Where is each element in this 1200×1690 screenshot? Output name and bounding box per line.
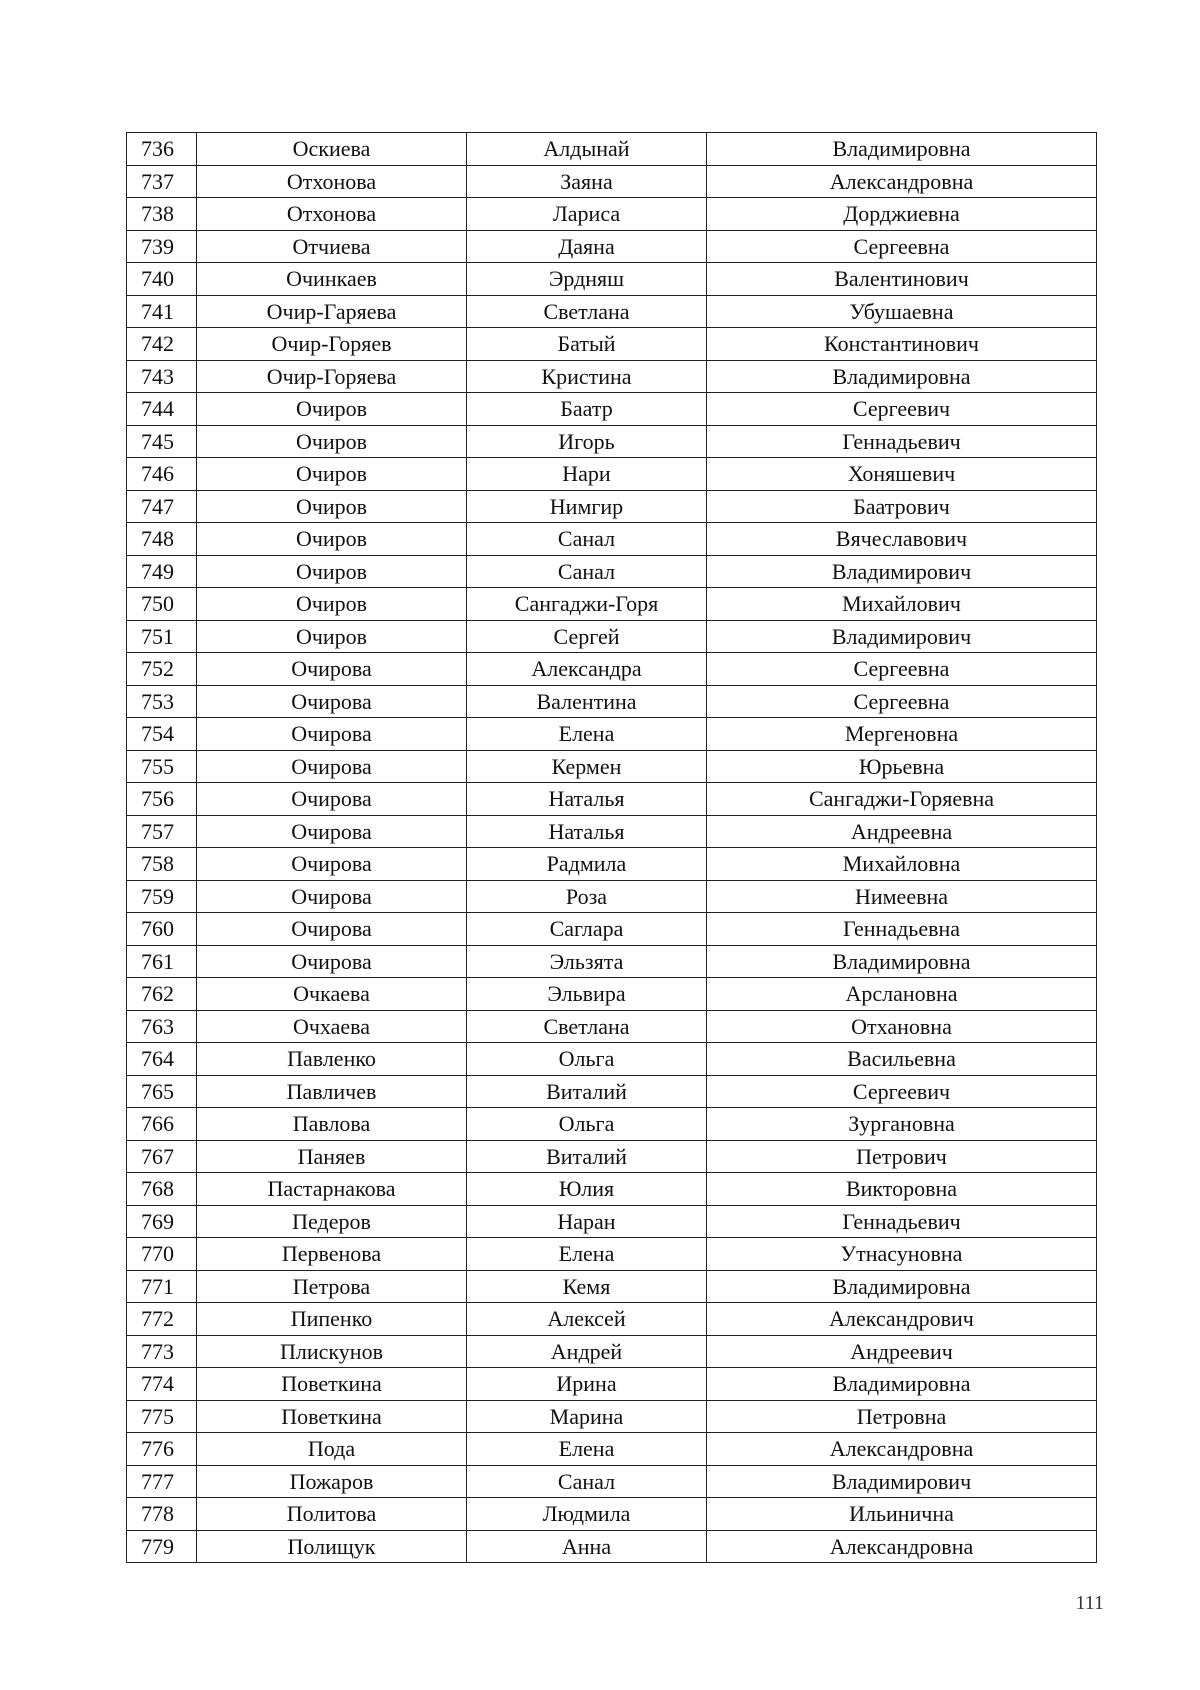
row-number: 739 — [127, 230, 197, 263]
row-number: 756 — [127, 783, 197, 816]
table-row — [127, 750, 1097, 783]
patronymic-cell: Викторовна — [707, 1173, 1097, 1206]
table-row — [127, 393, 1097, 426]
row-number: 751 — [127, 620, 197, 653]
table-row — [127, 458, 1097, 491]
row-number: 747 — [127, 490, 197, 523]
first-name-cell: Нари — [467, 458, 707, 491]
row-number: 772 — [127, 1303, 197, 1336]
patronymic-cell: Александровна — [707, 165, 1097, 198]
last-name-cell: Очирова — [197, 750, 467, 783]
patronymic-cell: Сергеевна — [707, 653, 1097, 686]
last-name-cell: Поветкина — [197, 1400, 467, 1433]
last-name-cell: Очиров — [197, 490, 467, 523]
row-number: 764 — [127, 1043, 197, 1076]
first-name-cell: Сергей — [467, 620, 707, 653]
row-number: 738 — [127, 198, 197, 231]
patronymic-cell: Владимировна — [707, 1270, 1097, 1303]
first-name-cell: Даяна — [467, 230, 707, 263]
patronymic-cell: Отхановна — [707, 1010, 1097, 1043]
last-name-cell: Пода — [197, 1433, 467, 1466]
row-number: 755 — [127, 750, 197, 783]
first-name-cell: Виталий — [467, 1140, 707, 1173]
table-row — [127, 1140, 1097, 1173]
first-name-cell: Кемя — [467, 1270, 707, 1303]
row-number: 760 — [127, 913, 197, 946]
row-number: 776 — [127, 1433, 197, 1466]
patronymic-cell: Александрович — [707, 1303, 1097, 1336]
patronymic-cell: Баатрович — [707, 490, 1097, 523]
last-name-cell: Очир-Горяева — [197, 360, 467, 393]
table-row — [127, 1010, 1097, 1043]
table-row — [127, 263, 1097, 296]
last-name-cell: Пожаров — [197, 1465, 467, 1498]
patronymic-cell: Александровна — [707, 1530, 1097, 1563]
last-name-cell: Очкаева — [197, 978, 467, 1011]
row-number: 761 — [127, 945, 197, 978]
first-name-cell: Александра — [467, 653, 707, 686]
row-number: 773 — [127, 1335, 197, 1368]
row-number: 770 — [127, 1238, 197, 1271]
first-name-cell: Светлана — [467, 1010, 707, 1043]
last-name-cell: Оскиева — [197, 133, 467, 166]
patronymic-cell: Владимировна — [707, 133, 1097, 166]
last-name-cell: Очир-Горяев — [197, 328, 467, 361]
table-row — [127, 1368, 1097, 1401]
first-name-cell: Людмила — [467, 1498, 707, 1531]
first-name-cell: Анна — [467, 1530, 707, 1563]
row-number: 762 — [127, 978, 197, 1011]
row-number: 736 — [127, 133, 197, 166]
first-name-cell: Эльзята — [467, 945, 707, 978]
first-name-cell: Елена — [467, 718, 707, 751]
first-name-cell: Светлана — [467, 295, 707, 328]
first-name-cell: Баатр — [467, 393, 707, 426]
patronymic-cell: Геннадьевич — [707, 1205, 1097, 1238]
row-number: 744 — [127, 393, 197, 426]
patronymic-cell: Дорджиевна — [707, 198, 1097, 231]
first-name-cell: Наталья — [467, 815, 707, 848]
row-number: 771 — [127, 1270, 197, 1303]
last-name-cell: Педеров — [197, 1205, 467, 1238]
row-number: 767 — [127, 1140, 197, 1173]
last-name-cell: Плискунов — [197, 1335, 467, 1368]
patronymic-cell: Сергеевна — [707, 230, 1097, 263]
row-number: 774 — [127, 1368, 197, 1401]
patronymic-cell: Владимировна — [707, 945, 1097, 978]
patronymic-cell: Владимировна — [707, 360, 1097, 393]
row-number: 778 — [127, 1498, 197, 1531]
patronymic-cell: Михайлович — [707, 588, 1097, 621]
patronymic-cell: Убушаевна — [707, 295, 1097, 328]
row-number: 754 — [127, 718, 197, 751]
table-row — [127, 718, 1097, 751]
patronymic-cell: Васильевна — [707, 1043, 1097, 1076]
first-name-cell: Валентина — [467, 685, 707, 718]
table-row — [127, 523, 1097, 556]
row-number: 749 — [127, 555, 197, 588]
last-name-cell: Очир-Гаряева — [197, 295, 467, 328]
names-table — [126, 132, 1097, 1563]
page-number: 111 — [1075, 1592, 1104, 1614]
table-row — [127, 133, 1097, 166]
patronymic-cell: Сергеевич — [707, 1075, 1097, 1108]
row-number: 758 — [127, 848, 197, 881]
table-row — [127, 685, 1097, 718]
patronymic-cell: Михайловна — [707, 848, 1097, 881]
table-row — [127, 165, 1097, 198]
table-row — [127, 1530, 1097, 1563]
last-name-cell: Пипенко — [197, 1303, 467, 1336]
first-name-cell: Батый — [467, 328, 707, 361]
patronymic-cell: Мергеновна — [707, 718, 1097, 751]
first-name-cell: Лариса — [467, 198, 707, 231]
last-name-cell: Очиров — [197, 393, 467, 426]
table-row — [127, 1433, 1097, 1466]
patronymic-cell: Геннадьевич — [707, 425, 1097, 458]
patronymic-cell: Сергеевна — [707, 685, 1097, 718]
last-name-cell: Очирова — [197, 945, 467, 978]
first-name-cell: Нимгир — [467, 490, 707, 523]
patronymic-cell: Владимирович — [707, 555, 1097, 588]
first-name-cell: Игорь — [467, 425, 707, 458]
first-name-cell: Сангаджи-Горя — [467, 588, 707, 621]
table-row — [127, 1173, 1097, 1206]
last-name-cell: Политова — [197, 1498, 467, 1531]
patronymic-cell: Утнасуновна — [707, 1238, 1097, 1271]
table-row — [127, 620, 1097, 653]
patronymic-cell: Хоняшевич — [707, 458, 1097, 491]
table-row — [127, 328, 1097, 361]
table-row — [127, 1205, 1097, 1238]
table-row — [127, 880, 1097, 913]
first-name-cell: Ольга — [467, 1108, 707, 1141]
row-number: 748 — [127, 523, 197, 556]
patronymic-cell: Петрович — [707, 1140, 1097, 1173]
table-row — [127, 1270, 1097, 1303]
row-number: 759 — [127, 880, 197, 913]
last-name-cell: Очиров — [197, 620, 467, 653]
table-row — [127, 848, 1097, 881]
row-number: 765 — [127, 1075, 197, 1108]
last-name-cell: Пастарнакова — [197, 1173, 467, 1206]
names-table-body — [127, 133, 1097, 1563]
last-name-cell: Очирова — [197, 880, 467, 913]
row-number: 779 — [127, 1530, 197, 1563]
last-name-cell: Очирова — [197, 685, 467, 718]
patronymic-cell: Сергеевич — [707, 393, 1097, 426]
last-name-cell: Очхаева — [197, 1010, 467, 1043]
last-name-cell: Очиров — [197, 425, 467, 458]
first-name-cell: Елена — [467, 1238, 707, 1271]
first-name-cell: Наран — [467, 1205, 707, 1238]
patronymic-cell: Андреевич — [707, 1335, 1097, 1368]
row-number: 775 — [127, 1400, 197, 1433]
row-number: 745 — [127, 425, 197, 458]
last-name-cell: Очирова — [197, 913, 467, 946]
last-name-cell: Очиров — [197, 588, 467, 621]
last-name-cell: Очиров — [197, 555, 467, 588]
patronymic-cell: Андреевна — [707, 815, 1097, 848]
table-row — [127, 198, 1097, 231]
last-name-cell: Очирова — [197, 653, 467, 686]
row-number: 753 — [127, 685, 197, 718]
first-name-cell: Виталий — [467, 1075, 707, 1108]
patronymic-cell: Валентинович — [707, 263, 1097, 296]
patronymic-cell: Геннадьевна — [707, 913, 1097, 946]
first-name-cell: Андрей — [467, 1335, 707, 1368]
table-row — [127, 360, 1097, 393]
table-row — [127, 1498, 1097, 1531]
last-name-cell: Очиров — [197, 458, 467, 491]
first-name-cell: Наталья — [467, 783, 707, 816]
patronymic-cell: Владимирович — [707, 620, 1097, 653]
table-row — [127, 815, 1097, 848]
last-name-cell: Очирова — [197, 848, 467, 881]
first-name-cell: Санал — [467, 1465, 707, 1498]
row-number: 737 — [127, 165, 197, 198]
last-name-cell: Павличев — [197, 1075, 467, 1108]
last-name-cell: Очинкаев — [197, 263, 467, 296]
table-row — [127, 230, 1097, 263]
last-name-cell: Павлова — [197, 1108, 467, 1141]
table-row — [127, 295, 1097, 328]
first-name-cell: Радмила — [467, 848, 707, 881]
patronymic-cell: Сангаджи-Горяевна — [707, 783, 1097, 816]
first-name-cell: Ирина — [467, 1368, 707, 1401]
patronymic-cell: Вячеславович — [707, 523, 1097, 556]
last-name-cell: Поветкина — [197, 1368, 467, 1401]
row-number: 766 — [127, 1108, 197, 1141]
patronymic-cell: Александровна — [707, 1433, 1097, 1466]
row-number: 743 — [127, 360, 197, 393]
last-name-cell: Отчиева — [197, 230, 467, 263]
first-name-cell: Санал — [467, 555, 707, 588]
table-row — [127, 945, 1097, 978]
last-name-cell: Павленко — [197, 1043, 467, 1076]
row-number: 757 — [127, 815, 197, 848]
last-name-cell: Первенова — [197, 1238, 467, 1271]
last-name-cell: Очирова — [197, 718, 467, 751]
table-row — [127, 1465, 1097, 1498]
first-name-cell: Кермен — [467, 750, 707, 783]
first-name-cell: Алдынай — [467, 133, 707, 166]
row-number: 777 — [127, 1465, 197, 1498]
first-name-cell: Алексей — [467, 1303, 707, 1336]
last-name-cell: Полищук — [197, 1530, 467, 1563]
row-number: 741 — [127, 295, 197, 328]
first-name-cell: Эрдняш — [467, 263, 707, 296]
row-number: 752 — [127, 653, 197, 686]
patronymic-cell: Зургановна — [707, 1108, 1097, 1141]
patronymic-cell: Арслановна — [707, 978, 1097, 1011]
first-name-cell: Юлия — [467, 1173, 707, 1206]
first-name-cell: Марина — [467, 1400, 707, 1433]
table-row — [127, 490, 1097, 523]
table-row — [127, 1400, 1097, 1433]
first-name-cell: Кристина — [467, 360, 707, 393]
row-number: 768 — [127, 1173, 197, 1206]
table-row — [127, 555, 1097, 588]
table-row — [127, 1075, 1097, 1108]
table-row — [127, 913, 1097, 946]
table-row — [127, 653, 1097, 686]
table-row — [127, 1043, 1097, 1076]
last-name-cell: Отхонова — [197, 198, 467, 231]
row-number: 769 — [127, 1205, 197, 1238]
table-row — [127, 425, 1097, 458]
patronymic-cell: Владимирович — [707, 1465, 1097, 1498]
patronymic-cell: Нимеевна — [707, 880, 1097, 913]
first-name-cell: Роза — [467, 880, 707, 913]
last-name-cell: Отхонова — [197, 165, 467, 198]
patronymic-cell: Юрьевна — [707, 750, 1097, 783]
patronymic-cell: Петровна — [707, 1400, 1097, 1433]
last-name-cell: Очиров — [197, 523, 467, 556]
last-name-cell: Очирова — [197, 815, 467, 848]
table-row — [127, 1303, 1097, 1336]
table-row — [127, 588, 1097, 621]
first-name-cell: Елена — [467, 1433, 707, 1466]
last-name-cell: Петрова — [197, 1270, 467, 1303]
table-row — [127, 978, 1097, 1011]
table-row — [127, 783, 1097, 816]
table-row — [127, 1108, 1097, 1141]
last-name-cell: Паняев — [197, 1140, 467, 1173]
first-name-cell: Заяна — [467, 165, 707, 198]
table-row — [127, 1238, 1097, 1271]
patronymic-cell: Владимировна — [707, 1368, 1097, 1401]
row-number: 750 — [127, 588, 197, 621]
last-name-cell: Очирова — [197, 783, 467, 816]
first-name-cell: Эльвира — [467, 978, 707, 1011]
first-name-cell: Ольга — [467, 1043, 707, 1076]
first-name-cell: Саглара — [467, 913, 707, 946]
row-number: 740 — [127, 263, 197, 296]
patronymic-cell: Ильинична — [707, 1498, 1097, 1531]
row-number: 742 — [127, 328, 197, 361]
first-name-cell: Санал — [467, 523, 707, 556]
row-number: 746 — [127, 458, 197, 491]
table-row — [127, 1335, 1097, 1368]
patronymic-cell: Константинович — [707, 328, 1097, 361]
row-number: 763 — [127, 1010, 197, 1043]
